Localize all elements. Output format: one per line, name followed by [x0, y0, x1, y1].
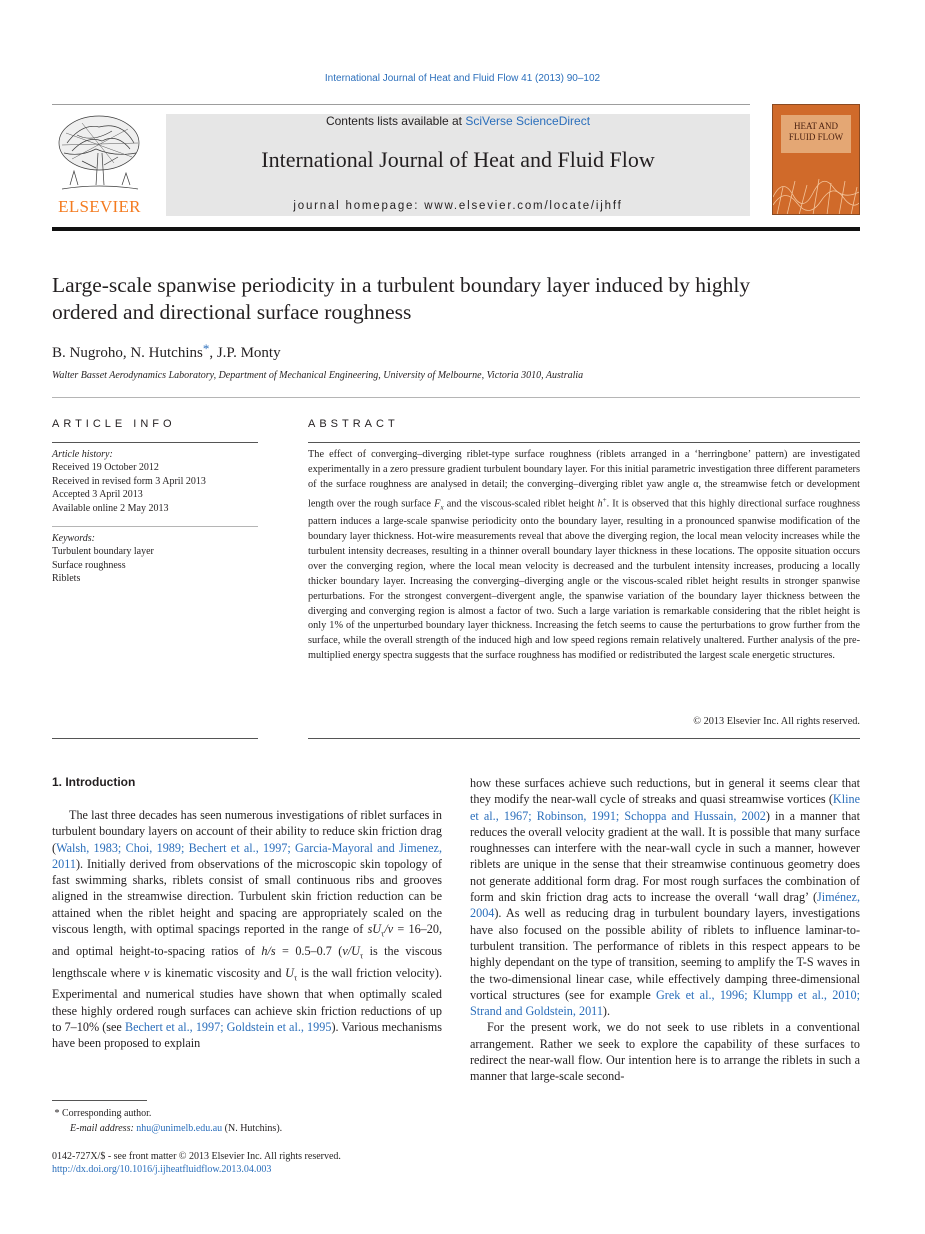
text: ) in a manner that reduces the overall velocity gradient at the wall. It is possible that many surface roughnesses can interfere with the near-wall cycle in such a manner, however riblets are unique in the sense that their streamwise continuous geometry does not generate additional form drag. For most rough surfaces the combination of form and skin friction drag acts to increase the overall ‘wall drag’ (: [470, 808, 860, 905]
email-suffix: (N. Hutchins).: [222, 1123, 283, 1134]
history-item: Received 19 October 2012: [52, 462, 159, 474]
keywords-rule: [52, 526, 258, 527]
math: ν/U: [342, 943, 360, 958]
article-info-heading: ARTICLE INFO: [52, 418, 176, 430]
title-rule: [52, 397, 860, 398]
homepage-prefix: journal homepage:: [293, 200, 425, 212]
front-matter: [52, 1150, 452, 1176]
text: = 0.5–0.7 (: [275, 943, 343, 958]
math: /ν: [384, 922, 394, 937]
math: h/s: [261, 943, 276, 958]
abstract-part: The effect of converging–diverging riblet-type surface roughness (riblets arranged in a ‘herringbone’ pattern) are investigated experimentally in a zero pressure gradient turbulent boundary layer. For this initial parametric investigation three different parameters of the surface roughness are analysed in detail; the converging–diverging riblet yaw angle α, the streamwise fetch or development length over the rough surface: [308, 449, 860, 510]
author-names: B. Nugroho, N. Hutchins: [52, 345, 203, 361]
elsevier-wordmark: ELSEVIER: [58, 197, 141, 216]
keywords: [52, 532, 258, 586]
author-list: [52, 341, 281, 362]
text: = 16–20, and optimal height-to-spacing ratios of: [52, 922, 442, 958]
journal-cover-image: [772, 104, 860, 215]
text: ).: [602, 1004, 611, 1019]
math: U: [285, 965, 294, 980]
keywords-label: Keywords:: [52, 533, 95, 544]
section-heading-introduction: 1. Introduction: [52, 775, 136, 789]
abstract-part: . It is observed that this highly directional surface roughness pattern induces a large-scale spanwise periodicity onto the boundary layer, resulting in a pronounced spanwise modification of the boundary layer thickness. Hot-wire measurements reveal that above the diverging region, the local mean velocity increases while the turbulent intensity decreases, resulting in a thinner overall boundary layer thickness in these locations. The opposite situation occurs over the converging region, where the local mean velocity is decreased and the turbulent intensity increases, producing a locally thicker boundary layer. Increasing the converging–diverging angle or the viscous-scaled riblet height results in stronger spanwise perturbations. For the strongest convergent–divergent angle, the spanwise variation of the boundary layer thickness between the diverging and converging region is almost a factor of two. Such a large variation is remarkable considering that the riblet height is only 1% of the unperturbed boundary layer thickness. Increasing the fetch seems to cause the perturbations to grow further from the surface, while the overall strength of the induced high and low speed regions remain relatively unaltered. Further analysis of the pre-multiplied energy spectra suggests that the surface roughness has modified or redistributed the largest scale energetic structures.: [308, 498, 861, 662]
footnote-rule: [52, 1100, 147, 1101]
body-column-right: [470, 775, 860, 1085]
journal-homepage: [166, 200, 750, 212]
math-hplus-sup: +: [602, 495, 607, 504]
text: is the wall friction velocity). Experimental and numerical studies have shown that when optimally scaled these highly ordered rough surfaces can achieve skin friction reductions of up to 7–10% (see: [52, 965, 442, 1034]
math: sU: [367, 922, 382, 937]
email-label: E-mail address:: [70, 1123, 134, 1134]
text: is kinematic viscosity and: [149, 965, 286, 980]
author-names-rest: , J.P. Monty: [209, 345, 281, 361]
header-thick-rule: [52, 227, 860, 231]
body-column-left: [52, 807, 442, 1051]
footnote-corresponding: [52, 1106, 442, 1121]
abstract-part: and the viscous-scaled riblet height: [443, 498, 598, 510]
email-link[interactable]: nhu@unimelb.edu.au: [136, 1123, 223, 1134]
math: ν: [144, 965, 150, 980]
corresponding-author-marker[interactable]: *: [202, 341, 210, 356]
homepage-url-link[interactable]: www.elsevier.com/locate/ijhff: [424, 200, 623, 212]
paragraph: [470, 775, 860, 1019]
affiliation: Walter Basset Aerodynamics Laboratory, Department of Mechanical Engineering, University of Melbourne, Victoria 3010, Australia: [52, 370, 584, 381]
history-item: Accepted 3 April 2013: [52, 489, 143, 501]
abstract-heading: ABSTRACT: [308, 418, 399, 430]
history-item: Received in revised form 3 April 2013: [52, 475, 206, 487]
math-fx: F: [434, 498, 441, 510]
article-info-rule: [52, 442, 258, 443]
keyword-item: Surface roughness: [52, 559, 126, 571]
footnote: [52, 1106, 442, 1136]
contents-line: [166, 114, 750, 128]
math-sub: τ: [293, 972, 298, 982]
math-sub: τ: [359, 951, 364, 961]
paragraph: For the present work, we do not seek to use riblets in a conventional arrangement. Rather we seek to explore the capability of these surfaces to redirect the near-wall flow. Our intention here is to arrange the riblets in such a manner that large-scale second-: [470, 1020, 860, 1084]
article-history: [52, 448, 258, 515]
sciencedirect-link[interactable]: SciVerse ScienceDirect: [465, 114, 591, 128]
article-title: Large-scale spanwise periodicity in a turbulent boundary layer induced by highly ordered and directional surface roughness: [52, 273, 751, 324]
journal-citation-link[interactable]: International Journal of Heat and Fluid Flow 41 (2013) 90–102: [324, 73, 601, 84]
journal-title: International Journal of Heat and Fluid Flow: [261, 147, 655, 172]
math-fx-sub: x: [440, 503, 444, 512]
contents-prefix: Contents lists available at: [325, 114, 466, 128]
math-hplus: h: [597, 498, 603, 510]
header-rule: [52, 104, 750, 105]
article-info-bottom-rule: [52, 738, 258, 739]
paragraph: [52, 807, 442, 1051]
doi-link[interactable]: http://dx.doi.org/10.1016/j.ijheatfluidflow.2013.04.003: [52, 1164, 272, 1175]
citation-link[interactable]: Grek et al., 1996; Klumpp et al., 2010; Strand and Goldstein, 2011: [470, 987, 860, 1019]
citation-link[interactable]: Kline et al., 1967; Robinson, 1991; Schoppa and Hussain, 2002: [470, 792, 860, 823]
history-label: Article history:: [52, 449, 113, 460]
abstract-rule: [308, 442, 860, 443]
abstract-text: [308, 448, 860, 664]
text: ). As well as reducing drag in turbulent boundary layers, investigations have also focused on the possible ability of riblets to influence laminar-to-turbulent transition. The performance of riblets in this respect appears to be highly dependant on the type of transition, seeming to amplify the T-S waves in the two-dimensional linear case, while effectively damping three-dimensional vortical structures (see for example: [470, 906, 860, 1002]
math-sub: τ: [381, 929, 385, 939]
history-item: Available online 2 May 2013: [52, 502, 169, 514]
text: is the viscous lengthscale where: [52, 943, 442, 980]
citation-link[interactable]: Bechert et al., 1997; Goldstein et al., 1995: [124, 1019, 332, 1034]
citation-link[interactable]: Jiménez, 2004: [470, 890, 860, 921]
text: how these surfaces achieve such reductions, but in general it seems clear that they modify the near-wall cycle of streaks and quasi streamwise vortices (: [470, 776, 860, 807]
citation-link[interactable]: Walsh, 1983; Choi, 1989; Bechert et al., 1997; Garcia-Mayoral and Jimenez, 2011: [52, 840, 442, 871]
cover-title: HEAT AND FLUID FLOW: [788, 121, 844, 142]
abstract-bottom-rule: [308, 738, 860, 739]
footnote-email: [52, 1121, 442, 1136]
footnote-text: Corresponding author.: [62, 1108, 152, 1119]
text: ). Initially derived from observations of the microscopic skin topology of fast swimming sharks, riblets consist of small continuous ribs and grooves aligned in the streamwise direction. Turbulent skin friction reduction can be attained when the riblet height and spacing are appropriately scaled on the viscous length, with optimal spacings reported in the range of: [52, 856, 442, 937]
keyword-item: Turbulent boundary layer: [52, 546, 154, 558]
abstract-copyright: © 2013 Elsevier Inc. All rights reserved.: [693, 716, 860, 727]
text: ). Various mechanisms have been proposed to explain: [52, 1019, 443, 1051]
footnote-marker: *: [54, 1108, 60, 1119]
text: The last three decades has seen numerous investigations of riblet surfaces in turbulent boundary layers on account of their ability to reduce skin friction drag (: [52, 808, 442, 855]
issn-line: 0142-727X/$ - see front matter © 2013 Elsevier Inc. All rights reserved.: [52, 1151, 341, 1162]
keyword-item: Riblets: [52, 573, 81, 585]
